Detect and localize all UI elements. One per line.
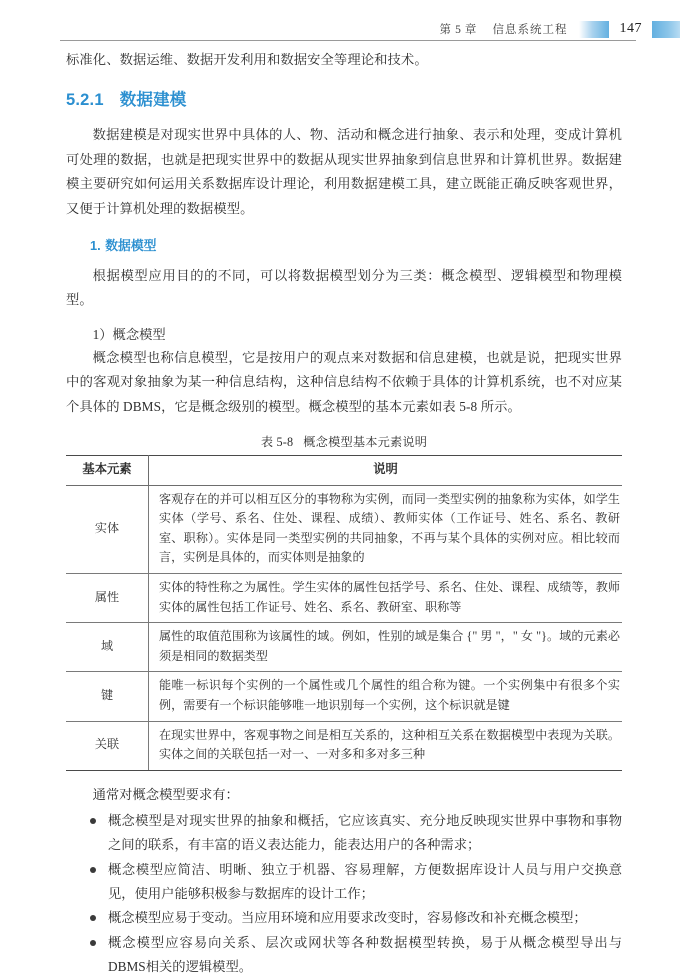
table-head (66, 456, 622, 486)
table-cell-description: 在现实世界中，客观事物之间是相互关系的，这种相互关系在数据模型中表现为关联。实体之间的关联包括一对一、一对多和多对多三种 (149, 721, 623, 770)
header-chapter-title: 信息系统工程 (492, 24, 568, 36)
list-item-text: 概念模型应简洁、明晰、独立于机器、容易理解，方便数据库设计人员与用户交换意见，使用户能够积极参与数据库的设计工作； (108, 861, 622, 901)
list-item (66, 931, 622, 980)
subsection-title-text: 数据模型 (105, 238, 157, 254)
table-cell-description: 客观存在的并可以相互区分的事物称为实例，而同一类型实例的抽象称为实体，如学生实体（学号、系名、住处、课程、成绩）、教师实体（工作证号、姓名、系名、教研室、职称）。实体是同一类型实例的共同抽象，不再与某个具体的实例对应。相比较而言，实例是具体的，而实体则是抽象的 (149, 485, 623, 573)
table-cell-description: 能唯一标识每个实例的一个属性或几个属性的组合称为键。一个实例集中有很多个实例，需要有一个标识能够唯一地识别每一个实例，这个标识就是键 (149, 672, 623, 721)
list-item-text: 概念模型应易于变动。当应用环境和应用要求改变时，容易修改和补充概念模型； (108, 910, 587, 926)
requirements-list (66, 809, 622, 980)
table-cell-key: 属性 (66, 574, 149, 623)
table-row (66, 623, 622, 672)
header-accent-block-right (652, 21, 680, 38)
page-header (0, 16, 680, 42)
table-cell-key: 键 (66, 672, 149, 721)
section-title-text: 数据建模 (119, 91, 187, 110)
list-item-text: 概念模型应容易向关系、层次或网状等各种数据模型转换，易于从概念模型导出与DBMS相关的逻辑模型。 (108, 934, 622, 975)
list-item (66, 906, 622, 930)
table-caption-label: 表 5-8 (260, 435, 294, 450)
table-cell-description: 属性的取值范围称为该属性的域。例如，性别的域是集合 {" 男 "，" 女 "}。域的元素必须是相同的数据类型 (149, 623, 623, 672)
list-item-text: 概念模型是对现实世界的抽象和概括，它应该真实、充分地反映现实世界中事物和事物之间的联系，有丰富的语义表达能力，能表达用户的各种需求； (108, 812, 622, 853)
item-paragraph: 概念模型也称信息模型，它是按用户的观点来对数据和信息建模，也就是说，把现实世界中的客观对象抽象为某一种信息结构，这种信息结构不依赖于具体的计算机系统，也不对应某个具体的 DBMS，它是概念级别的模型。概念模型的基本元素如表 5-8 所示。 (66, 349, 622, 414)
table-row (66, 574, 622, 623)
concept-model-elements-table (66, 455, 622, 771)
bullet-icon (90, 940, 96, 946)
table-caption-title: 概念模型基本元素说明 (303, 435, 428, 450)
table-cell-description: 实体的特性称之为属性。学生实体的属性包括学号、系名、住处、课程、成绩等，教师实体的属性包括工作证号、姓名、系名、教研室、职称等 (149, 574, 623, 623)
bullet-icon (90, 818, 96, 824)
section-intro-paragraph: 数据建模是对现实世界中具体的人、物、活动和概念进行抽象、表示和处理，变成计算机可处理的数据，也就是把现实世界中的数据从现实世界抽象到信息世界和计算机世界。数据建模主要研究如何运用关系数据库设计理论，利用数据建模工具，建立既能正确反映客观世界，又便于计算机处理的数据模型。 (66, 127, 622, 216)
table-row (66, 721, 622, 770)
table-header-key: 基本元素 (66, 456, 149, 486)
table-row (66, 485, 622, 573)
section-heading (66, 89, 622, 111)
table-row (66, 672, 622, 721)
list-item (66, 858, 622, 907)
bullet-icon (90, 867, 96, 873)
subsection-heading (90, 237, 622, 255)
list-item (66, 809, 622, 858)
page-number: 147 (619, 21, 642, 36)
table-cell-key: 实体 (66, 485, 149, 573)
table-body (66, 485, 622, 770)
header-chapter-label (440, 21, 568, 37)
page-content (66, 48, 622, 980)
header-accent-block-left (579, 21, 609, 38)
header-divider (60, 40, 636, 41)
requirements-lead-in: 通常对概念模型要求有： (92, 786, 239, 802)
table-header-row (66, 456, 622, 486)
section-number: 5.2.1 (66, 91, 104, 110)
bullet-icon (90, 915, 96, 921)
header-chapter-number: 第 5 章 (439, 24, 478, 36)
item-heading: 1）概念模型 (92, 326, 166, 342)
table-cell-key: 关联 (66, 721, 149, 770)
table-caption (66, 433, 622, 450)
subsection-number: 1. (90, 238, 101, 254)
table-header-description: 说明 (149, 456, 623, 486)
subsection-intro-paragraph: 根据模型应用目的的不同，可以将数据模型划分为三类：概念模型、逻辑模型和物理模型。 (66, 268, 622, 308)
opening-paragraph: 标准化、数据运维、数据开发利用和数据安全等理论和技术。 (66, 52, 428, 67)
table-cell-key: 域 (66, 623, 149, 672)
